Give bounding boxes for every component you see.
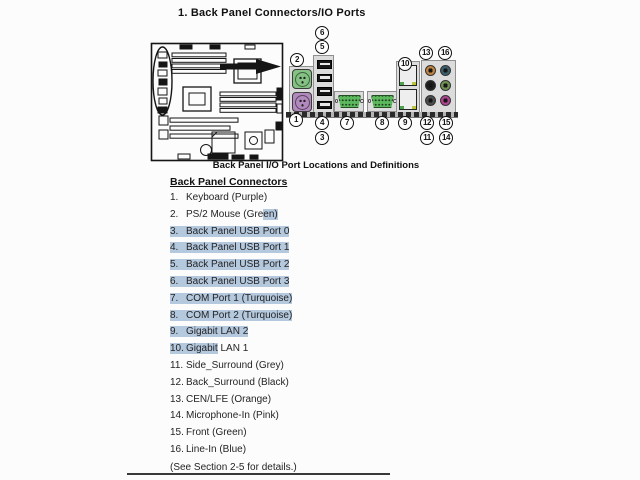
list-item-number: 1. xyxy=(170,192,179,203)
usb-port-stack xyxy=(313,55,334,114)
list-item-text: Back Panel USB Port 2 xyxy=(186,259,290,271)
usb-port-2 xyxy=(317,87,332,96)
list-item-number: 11. xyxy=(170,359,184,371)
list-item-text: COM Port 2 (Turquoise) xyxy=(186,309,293,321)
callout-16: 16 xyxy=(438,46,452,60)
list-item-number: 8. xyxy=(170,310,186,321)
list-item-text: Back Panel USB Port 3 xyxy=(186,275,290,287)
callout-2: 2 xyxy=(290,53,304,67)
list-item-number: 12. xyxy=(170,376,184,388)
audio-jack-back-surround xyxy=(425,80,436,91)
list-item-number: 9. xyxy=(170,326,186,337)
callout-13: 13 xyxy=(419,46,433,60)
list-item xyxy=(170,427,297,444)
list-item-text: Microphone-In (Pink) xyxy=(186,410,279,422)
list-item xyxy=(170,192,297,209)
list-item-text: Side_Surround (Grey) xyxy=(186,359,284,371)
com-port-1 xyxy=(338,95,361,108)
list-note: (See Section 2-5 for details.) xyxy=(170,461,297,473)
callout-1: 1 xyxy=(289,113,303,127)
list-item-text: Front (Green) xyxy=(186,427,247,439)
list-item-number: 14. xyxy=(170,410,184,422)
list-item-text: Back_Surround (Black) xyxy=(186,376,289,388)
list-item-number: 2. xyxy=(170,208,179,220)
list-item xyxy=(170,276,297,293)
list-heading: Back Panel Connectors xyxy=(170,176,288,188)
list-item xyxy=(170,360,297,377)
list-item-number: 6. xyxy=(170,276,186,287)
list-item-number: 4. xyxy=(170,242,186,253)
ps2-keyboard-port xyxy=(292,92,312,112)
audio-jack-front xyxy=(440,80,451,91)
list-item xyxy=(170,377,297,394)
list-item-text: Gigabit LAN 2 xyxy=(186,326,249,338)
list-item-text: Back Panel USB Port 0 xyxy=(186,225,290,237)
callout-3: 3 xyxy=(315,131,329,145)
callout-12: 12 xyxy=(420,116,434,130)
com2-screw-left xyxy=(368,99,372,103)
audio-jack-cen-lfe xyxy=(425,65,436,76)
list-item-number: 10. xyxy=(170,343,186,354)
audio-jack-side-surround xyxy=(425,95,436,106)
list-item-text: Keyboard (Purple) xyxy=(186,192,268,203)
list-item-number: 5. xyxy=(170,259,186,270)
callout-8: 8 xyxy=(375,116,389,130)
list-item-text: en) xyxy=(263,208,278,220)
list-item-number: 3. xyxy=(170,226,186,237)
list-item xyxy=(170,209,297,226)
list-item-text: Gigabit xyxy=(186,343,218,355)
lan-port-2 xyxy=(399,89,417,110)
list-item xyxy=(170,394,297,411)
list-item xyxy=(170,326,297,343)
list-item xyxy=(170,444,297,461)
callout-4: 4 xyxy=(315,116,329,130)
usb-port-3 xyxy=(317,101,332,110)
audio-jack-grid xyxy=(425,65,451,106)
ps2-mouse-port xyxy=(292,69,312,89)
list-item xyxy=(170,242,297,259)
com-port-2 xyxy=(371,95,394,108)
connector-list xyxy=(170,192,297,479)
callout-7: 7 xyxy=(340,116,354,130)
callout-6: 6 xyxy=(315,26,329,40)
callout-14: 14 xyxy=(439,131,453,145)
list-item-text: PS/2 Mouse (Gre xyxy=(186,208,264,220)
audio-jack-line-in xyxy=(440,65,451,76)
callout-11: 11 xyxy=(420,131,434,145)
list-item xyxy=(170,310,297,327)
list-item-number: 13. xyxy=(170,393,184,405)
callout-10: 10 xyxy=(398,57,412,71)
com1-screw-right xyxy=(360,99,364,103)
list-item xyxy=(170,259,297,276)
usb-port-0 xyxy=(317,60,332,69)
list-item-text: COM Port 1 (Turquoise) xyxy=(186,292,293,304)
list-item xyxy=(170,293,297,310)
diagram-caption: Back Panel I/O Port Locations and Definitions xyxy=(212,160,420,171)
list-item-number: 15. xyxy=(170,427,184,439)
list-item-text: Back Panel USB Port 1 xyxy=(186,242,290,254)
list-item-number: 16. xyxy=(170,443,184,455)
bottom-divider xyxy=(127,473,390,475)
callout-15: 15 xyxy=(439,116,453,130)
com1-screw-left xyxy=(335,99,339,103)
callout-5: 5 xyxy=(315,40,329,54)
list-item-text: LAN 1 xyxy=(217,343,249,355)
callout-9: 9 xyxy=(398,116,412,130)
list-item-text: CEN/LFE (Orange) xyxy=(186,393,272,405)
list-item xyxy=(170,410,297,427)
list-item-number: 7. xyxy=(170,293,186,304)
usb-port-1 xyxy=(317,74,332,83)
audio-jack-microphone-in xyxy=(440,95,451,106)
list-item-text: Line-In (Blue) xyxy=(186,443,247,455)
page-title: 1. Back Panel Connectors/IO Ports xyxy=(178,7,366,19)
list-item xyxy=(170,226,297,243)
list-item xyxy=(170,343,297,360)
motherboard-diagram xyxy=(150,42,292,164)
io-panel-edge xyxy=(286,112,458,118)
